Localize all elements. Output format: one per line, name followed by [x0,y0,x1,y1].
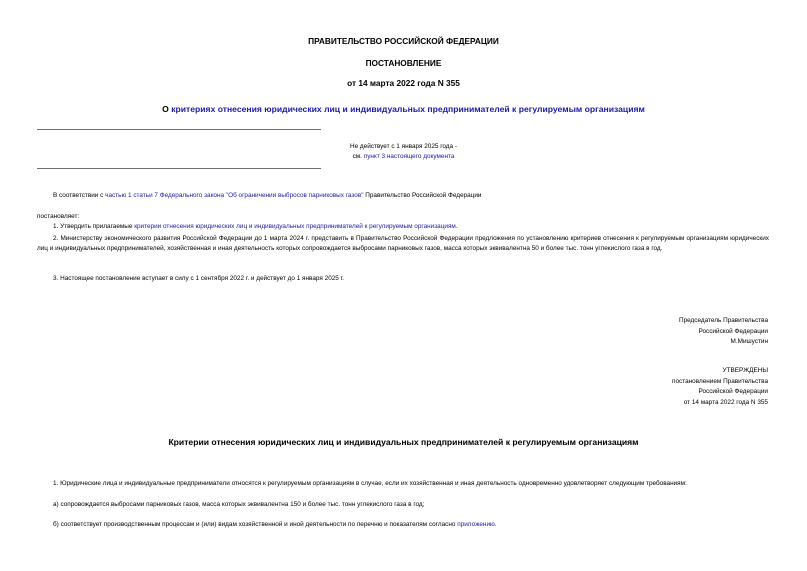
status-line: Не действует с 1 января 2025 года - [349,143,457,150]
approval-line: постановлением Правительства [672,377,768,385]
signature-org: Российской Федерации [698,327,768,335]
divider [37,168,321,169]
paragraph-2: 2. Министерству экономического развития Российской Федерации до 1 марта 2024 г. представить в Правительство Российской Федерации предложения по установлению критериев отнесения к регулируемым организациям юридических лиц и индивидуальных предпринимателей, хозяйственная и иная деятельность которых сопровождается выбросами парниковых газов, масса которых эквивалентна 50 и более тыс. тонн углекислого газа в год. [37,235,769,252]
criteria-link[interactable]: критерии отнесения юридических лиц и индивидуальных предпринимателей к регулируемым организациям [134,223,456,230]
status-reference: см. пункт 3 настоящего документа [352,152,455,160]
paragraph-3: 3. Настоящее постановление вступает в силу с 1 сентября 2022 г. и действует до 1 января 2025 г. [53,275,344,282]
status-link[interactable]: пункт 3 настоящего документа [363,152,455,160]
status-note [321,142,486,161]
divider [37,129,321,130]
signature-name: М.Мишустин [730,338,768,345]
preamble-law-link[interactable]: частью 1 статьи 7 Федерального закона "Об ограничении выбросов парниковых газов" [105,192,364,199]
document-type: ПОСТАНОВЛЕНИЕ [365,58,442,68]
appendix-link[interactable]: приложению [457,521,495,528]
document-title [0,104,807,114]
title-prefix: О [162,104,172,114]
criteria-item-a: а) сопровождается выбросами парниковых газов, масса которых эквивалентна 150 и более тыс. тонн углекислого газа в год; [53,501,425,508]
approval-heading: УТВЕРЖДЕНЫ [722,367,768,374]
preamble: В соответствии с частью 1 статьи 7 Федерального закона "Об ограничении выбросов парниковых газов" Правительство Российской Федерации [53,192,482,199]
paragraph-1: 1. Утвердить прилагаемые критерии отнесения юридических лиц и индивидуальных предпринимателей к регулируемым организациям. [53,223,458,230]
criteria-title: Критерии отнесения юридических лиц и индивидуальных предпринимателей к регулируемым организациям [168,437,639,447]
approval-date: от 14 марта 2022 года N 355 [683,398,768,406]
approval-line: Российской Федерации [698,388,768,395]
government-header: ПРАВИТЕЛЬСТВО РОССИЙСКОЙ ФЕДЕРАЦИИ [308,36,499,46]
criteria-paragraph-1: 1. Юридические лица и индивидуальные предприниматели относятся к регулируемым организациям в случае, если их хозяйственная и иная деятельность одновременно удовлетворяет следующим требованиям: [53,480,687,487]
decree-word: постановляет: [37,213,80,220]
signature-position: Председатель Правительства [679,317,768,324]
signature-block [500,316,768,348]
title-link[interactable]: критериях отнесения юридических лиц и индивидуальных предпринимателей к регулируемым организациям [171,104,645,114]
criteria-item-b: б) соответствует производственным процессам и (или) видам хозяйственной и иной деятельности по перечню и показателям согласно приложению. [53,521,497,528]
approval-block [500,366,768,408]
document-date: от 14 марта 2022 года N 355 [347,78,460,88]
